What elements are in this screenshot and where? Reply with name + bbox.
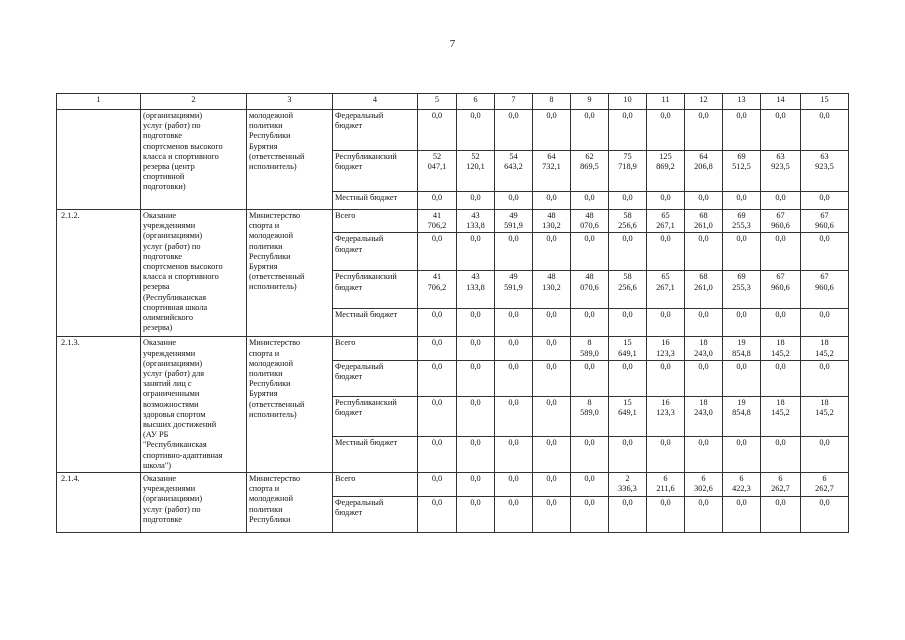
item-executor: Министерство спорта и молодежной политики Республики: [247, 473, 333, 533]
amount-cell: 0,0: [533, 337, 571, 360]
amount-cell: 43 133,8: [457, 210, 495, 233]
amount-cell: 0,0: [533, 497, 571, 533]
amount-cell: 54 643,2: [495, 151, 533, 192]
amount-cell: 0,0: [495, 110, 533, 151]
amount-cell: 0,0: [418, 497, 457, 533]
item-code: 2.1.3.: [57, 337, 141, 473]
funding-source: Республиканский бюджет: [333, 151, 418, 192]
funding-source: Всего: [333, 473, 418, 497]
amount-cell: 18 145,2: [801, 396, 849, 436]
item-executor: Министерство спорта и молодежной политики Республики Бурятия (ответственный исполнитель): [247, 210, 333, 337]
item-code: 2.1.2.: [57, 210, 141, 337]
amount-cell: 18 243,0: [685, 396, 723, 436]
funding-source: Местный бюджет: [333, 192, 418, 210]
funding-source: Федеральный бюджет: [333, 233, 418, 271]
amount-cell: 0,0: [457, 233, 495, 271]
amount-cell: 0,0: [761, 497, 801, 533]
amount-cell: 0,0: [418, 360, 457, 396]
amount-cell: 67 960,6: [801, 271, 849, 309]
amount-cell: 0,0: [418, 110, 457, 151]
amount-cell: 0,0: [723, 360, 761, 396]
funding-source: Всего: [333, 210, 418, 233]
page-number: 7: [449, 38, 456, 50]
column-header: 7: [495, 94, 533, 110]
amount-cell: 8 589,0: [571, 337, 609, 360]
funding-source: Федеральный бюджет: [333, 497, 418, 533]
amount-cell: 0,0: [571, 497, 609, 533]
column-header: 9: [571, 94, 609, 110]
column-header: 12: [685, 94, 723, 110]
amount-cell: 0,0: [685, 360, 723, 396]
funding-source: Федеральный бюджет: [333, 110, 418, 151]
column-header: 13: [723, 94, 761, 110]
amount-cell: 18 145,2: [761, 396, 801, 436]
header-row: [57, 94, 849, 110]
table-row: [57, 110, 849, 151]
amount-cell: 0,0: [723, 192, 761, 210]
column-header: 5: [418, 94, 457, 110]
amount-cell: 0,0: [685, 309, 723, 337]
amount-cell: 67 960,6: [801, 210, 849, 233]
column-header: 15: [801, 94, 849, 110]
amount-cell: 0,0: [801, 192, 849, 210]
amount-cell: 0,0: [457, 497, 495, 533]
amount-cell: 0,0: [801, 360, 849, 396]
amount-cell: 65 267,1: [647, 271, 685, 309]
amount-cell: 0,0: [495, 497, 533, 533]
amount-cell: 0,0: [533, 436, 571, 472]
column-header: 10: [609, 94, 647, 110]
amount-cell: 0,0: [533, 473, 571, 497]
amount-cell: 0,0: [647, 436, 685, 472]
amount-cell: 0,0: [571, 436, 609, 472]
table-row: [57, 337, 849, 360]
amount-cell: 0,0: [457, 396, 495, 436]
amount-cell: 0,0: [761, 436, 801, 472]
amount-cell: 0,0: [533, 360, 571, 396]
amount-cell: 6 302,6: [685, 473, 723, 497]
column-header: 1: [57, 94, 141, 110]
item-executor: Министерство спорта и молодежной политики Республики Бурятия (ответственный исполнитель): [247, 337, 333, 473]
amount-cell: 0,0: [418, 192, 457, 210]
amount-cell: 19 854,8: [723, 396, 761, 436]
amount-cell: 18 145,2: [761, 337, 801, 360]
item-name: Оказание учреждениями (организациями) услуг (работ) по подготовке спортсменов высокого класса и спортивного резерва (Республиканская спортивная школа олимпийского резерва): [141, 210, 247, 337]
amount-cell: 0,0: [761, 309, 801, 337]
amount-cell: 0,0: [418, 337, 457, 360]
funding-source: Республиканский бюджет: [333, 271, 418, 309]
amount-cell: 0,0: [609, 233, 647, 271]
amount-cell: 0,0: [418, 436, 457, 472]
amount-cell: 0,0: [761, 360, 801, 396]
amount-cell: 0,0: [418, 309, 457, 337]
amount-cell: 0,0: [647, 192, 685, 210]
amount-cell: 18 243,0: [685, 337, 723, 360]
funding-source: Местный бюджет: [333, 436, 418, 472]
amount-cell: 6 211,6: [647, 473, 685, 497]
budget-table: [56, 93, 849, 533]
table-row: [57, 473, 849, 497]
amount-cell: 0,0: [495, 233, 533, 271]
amount-cell: 0,0: [457, 337, 495, 360]
item-code: 2.1.4.: [57, 473, 141, 533]
amount-cell: 52 047,1: [418, 151, 457, 192]
item-name: (организациями) услуг (работ) по подготовке спортсменов высокого класса и спортивного резерва (центр спортивной подготовки): [141, 110, 247, 210]
item-name: Оказание учреждениями (организациями) услуг (работ) по подготовке: [141, 473, 247, 533]
amount-cell: 0,0: [495, 192, 533, 210]
amount-cell: 69 512,5: [723, 151, 761, 192]
amount-cell: 0,0: [723, 233, 761, 271]
amount-cell: 48 130,2: [533, 271, 571, 309]
table-body: [57, 94, 849, 533]
amount-cell: 0,0: [533, 110, 571, 151]
amount-cell: 52 120,1: [457, 151, 495, 192]
amount-cell: 0,0: [685, 436, 723, 472]
amount-cell: 0,0: [609, 309, 647, 337]
amount-cell: 0,0: [801, 110, 849, 151]
amount-cell: 64 732,1: [533, 151, 571, 192]
funding-source: Республиканский бюджет: [333, 396, 418, 436]
amount-cell: 0,0: [723, 110, 761, 151]
amount-cell: 0,0: [495, 309, 533, 337]
amount-cell: 0,0: [418, 396, 457, 436]
amount-cell: 0,0: [761, 233, 801, 271]
amount-cell: 0,0: [609, 360, 647, 396]
amount-cell: 0,0: [571, 192, 609, 210]
amount-cell: 68 261,0: [685, 210, 723, 233]
amount-cell: 64 206,8: [685, 151, 723, 192]
amount-cell: 0,0: [457, 309, 495, 337]
amount-cell: 69 255,3: [723, 210, 761, 233]
amount-cell: 43 133,8: [457, 271, 495, 309]
amount-cell: 2 336,3: [609, 473, 647, 497]
amount-cell: 0,0: [571, 233, 609, 271]
amount-cell: 41 706,2: [418, 210, 457, 233]
amount-cell: 0,0: [801, 436, 849, 472]
amount-cell: 48 130,2: [533, 210, 571, 233]
amount-cell: 69 255,3: [723, 271, 761, 309]
amount-cell: 16 123,3: [647, 396, 685, 436]
amount-cell: 63 923,5: [801, 151, 849, 192]
amount-cell: 0,0: [647, 110, 685, 151]
amount-cell: 0,0: [495, 337, 533, 360]
amount-cell: 48 070,6: [571, 271, 609, 309]
amount-cell: 0,0: [685, 497, 723, 533]
column-header: 14: [761, 94, 801, 110]
column-header: 2: [141, 94, 247, 110]
amount-cell: 0,0: [647, 360, 685, 396]
amount-cell: 0,0: [647, 233, 685, 271]
amount-cell: 0,0: [571, 473, 609, 497]
amount-cell: 0,0: [609, 436, 647, 472]
amount-cell: 125 869,2: [647, 151, 685, 192]
amount-cell: 6 262,7: [761, 473, 801, 497]
amount-cell: 62 869,5: [571, 151, 609, 192]
column-header: 8: [533, 94, 571, 110]
amount-cell: 19 854,8: [723, 337, 761, 360]
column-header: 11: [647, 94, 685, 110]
funding-source: Всего: [333, 337, 418, 360]
amount-cell: 0,0: [609, 192, 647, 210]
amount-cell: 0,0: [533, 309, 571, 337]
amount-cell: 75 718,9: [609, 151, 647, 192]
amount-cell: 41 706,2: [418, 271, 457, 309]
amount-cell: 0,0: [533, 396, 571, 436]
amount-cell: 58 256,6: [609, 271, 647, 309]
amount-cell: 48 070,6: [571, 210, 609, 233]
column-header: 3: [247, 94, 333, 110]
amount-cell: 67 960,6: [761, 210, 801, 233]
amount-cell: 49 591,9: [495, 210, 533, 233]
amount-cell: 0,0: [495, 360, 533, 396]
amount-cell: 15 649,1: [609, 396, 647, 436]
amount-cell: 49 591,9: [495, 271, 533, 309]
amount-cell: 15 649,1: [609, 337, 647, 360]
amount-cell: 0,0: [723, 309, 761, 337]
amount-cell: 0,0: [533, 233, 571, 271]
amount-cell: 58 256,6: [609, 210, 647, 233]
amount-cell: 0,0: [495, 396, 533, 436]
table-row: [57, 210, 849, 233]
amount-cell: 0,0: [457, 360, 495, 396]
amount-cell: 0,0: [571, 360, 609, 396]
amount-cell: 63 923,5: [761, 151, 801, 192]
amount-cell: 0,0: [761, 192, 801, 210]
amount-cell: 0,0: [457, 110, 495, 151]
amount-cell: 0,0: [418, 473, 457, 497]
item-code: [57, 110, 141, 210]
amount-cell: 0,0: [685, 192, 723, 210]
amount-cell: 8 589,0: [571, 396, 609, 436]
amount-cell: 65 267,1: [647, 210, 685, 233]
item-executor: молодежной политики Республики Бурятия (ответственный исполнитель): [247, 110, 333, 210]
column-header: 4: [333, 94, 418, 110]
amount-cell: 0,0: [723, 497, 761, 533]
column-header: 6: [457, 94, 495, 110]
amount-cell: 0,0: [647, 309, 685, 337]
amount-cell: 0,0: [571, 309, 609, 337]
amount-cell: 0,0: [495, 436, 533, 472]
amount-cell: 0,0: [609, 497, 647, 533]
amount-cell: 0,0: [801, 233, 849, 271]
amount-cell: 0,0: [533, 192, 571, 210]
amount-cell: 0,0: [609, 110, 647, 151]
amount-cell: 0,0: [457, 436, 495, 472]
amount-cell: 0,0: [801, 309, 849, 337]
item-name: Оказание учреждениями (организациями) услуг (работ) для занятий лиц с ограниченными возможностями здоровья спортом высших достижений (АУ РБ "Республиканская спортивно-адаптивная школа"): [141, 337, 247, 473]
amount-cell: 0,0: [418, 233, 457, 271]
amount-cell: 0,0: [801, 497, 849, 533]
amount-cell: 0,0: [571, 110, 609, 151]
amount-cell: 0,0: [685, 110, 723, 151]
amount-cell: 18 145,2: [801, 337, 849, 360]
funding-source: Федеральный бюджет: [333, 360, 418, 396]
amount-cell: 0,0: [457, 192, 495, 210]
funding-source: Местный бюджет: [333, 309, 418, 337]
amount-cell: 0,0: [457, 473, 495, 497]
amount-cell: 0,0: [495, 473, 533, 497]
amount-cell: 0,0: [647, 497, 685, 533]
amount-cell: 0,0: [761, 110, 801, 151]
amount-cell: 67 960,6: [761, 271, 801, 309]
amount-cell: 0,0: [685, 233, 723, 271]
amount-cell: 6 422,3: [723, 473, 761, 497]
amount-cell: 16 123,3: [647, 337, 685, 360]
amount-cell: 68 261,0: [685, 271, 723, 309]
amount-cell: 0,0: [723, 436, 761, 472]
amount-cell: 6 262,7: [801, 473, 849, 497]
